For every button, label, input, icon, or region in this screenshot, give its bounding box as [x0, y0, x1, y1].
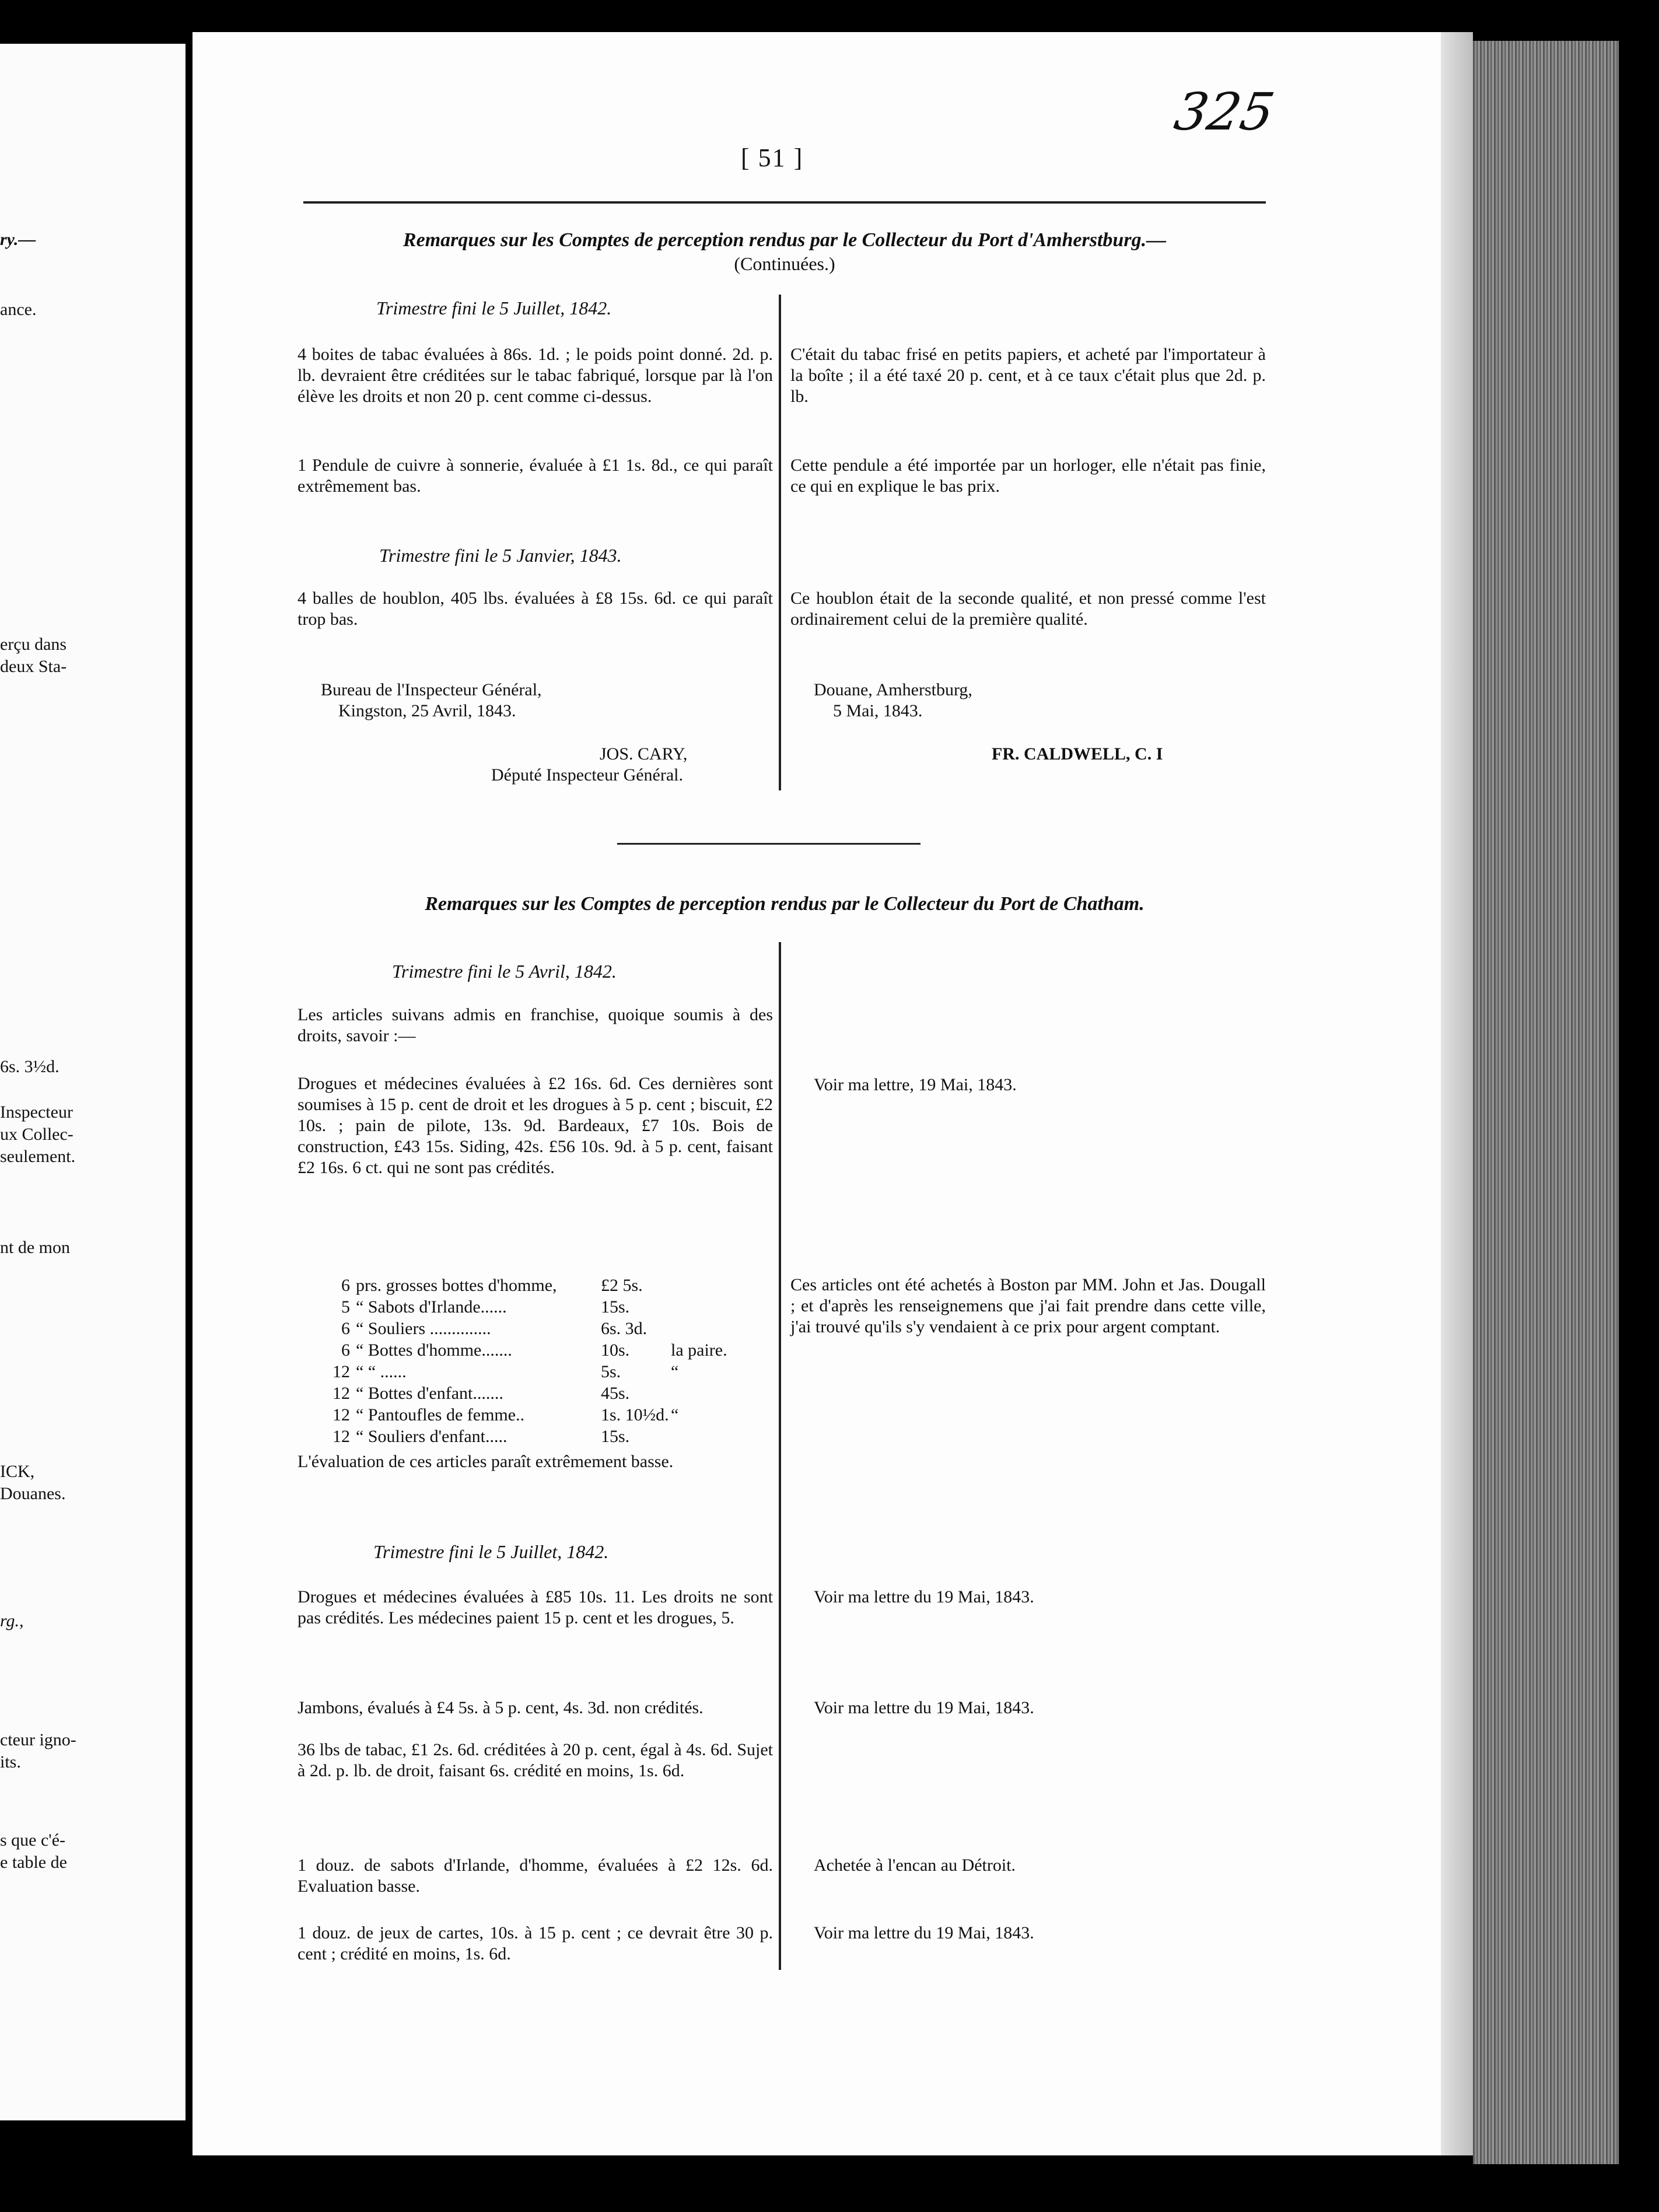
remark-left: Drogues et médecines évaluées à £85 10s. 11. Les droits ne sont pas crédités. Les médecines paient 15 p. cent et les drogues, 5.	[298, 1587, 773, 1628]
page-edge	[1441, 32, 1473, 2155]
remark-right: Cette pendule a été importée par un horloger, elle n'était pas finie, ce qui en explique le bas prix.	[790, 456, 1266, 496]
left-fragment: seulement.	[0, 1147, 76, 1166]
left-fragment: ICK,	[0, 1462, 35, 1481]
left-fragment: e table de	[0, 1853, 67, 1872]
quarter-heading: Trimestre fini le 5 Avril, 1842.	[392, 961, 617, 982]
douane-line: Douane, Amherstburg,	[814, 680, 972, 699]
left-fragment: erçu dans	[0, 635, 67, 654]
boots-conclusion: L'évaluation de ces articles paraît extrêmement basse.	[298, 1452, 674, 1471]
quarter-heading: Trimestre fini le 5 Juillet, 1842.	[376, 298, 612, 318]
column-divider	[779, 942, 781, 1970]
column-divider	[779, 295, 781, 790]
remark-left: Les articles suivans admis en franchise, quoique soumis à des droits, savoir :—	[298, 1005, 773, 1045]
boots-row: 6 prs. grosses bottes d'homme, £2 5s.	[341, 1276, 643, 1295]
left-fragment: rg.,	[0, 1611, 24, 1630]
section-divider	[617, 843, 921, 845]
remark-left: 4 boites de tabac évaluées à 86s. 1d. ; le poids point donné. 2d. p. lb. devraient être créditées sur le tabac fabriqué, lorsque par là l'on élève les droits et non 20 p. cent comme ci-dessus.	[298, 345, 773, 406]
signer-left-title: Député Inspecteur Général.	[491, 765, 684, 785]
header-rule	[303, 201, 1266, 204]
remark-left: Drogues et médecines évaluées à £2 16s. 6d. Ces dernières sont soumises à 15 p. cent de droit et les drogues à 5 p. cent ; biscuit, £2 10s. ; pain de pilote, 13s. 9d. Bardeaux, £7 10s. Bois de construction, £43 15s. Siding, 42s. £56 10s. 9d. à 5 p. cent, faisant £2 16s. 6 ct. qui ne sont pas crédités.	[298, 1074, 773, 1177]
bureau-date: Kingston, 25 Avril, 1843.	[338, 701, 516, 720]
remark-right: Achetée à l'encan au Détroit.	[814, 1856, 1016, 1875]
boots-row: 6 “ Souliers .............. 6s. 3d.	[341, 1319, 648, 1338]
quarter-heading: Trimestre fini le 5 Juillet, 1842.	[373, 1541, 609, 1562]
left-fragment: cteur igno-	[0, 1730, 76, 1749]
left-fragment: deux Sta-	[0, 657, 67, 676]
amherstburg-title: Remarques sur les Comptes de perception rendus par le Collecteur du Port d'Amherstburg.—	[402, 229, 1167, 251]
remark-right: Voir ma lettre du 19 Mai, 1843.	[814, 1923, 1034, 1943]
left-fragment: Douanes.	[0, 1484, 66, 1503]
remark-right: Ces articles ont été achetés à Boston par MM. John et Jas. Dougall ; et d'après les renseignemens que j'ai fait prendre dans cette ville, j'ai trouvé qu'ils s'y vendaient à ce prix pour argent comptant.	[790, 1275, 1266, 1336]
remark-right: Voir ma lettre du 19 Mai, 1843.	[814, 1698, 1034, 1717]
signer-left: JOS. CARY,	[600, 744, 688, 764]
boots-row: 12 “ “ ...... 5s. “	[332, 1362, 679, 1381]
boots-row: 12 “ Pantoufles de femme.. 1s. 10½d. “	[332, 1405, 679, 1424]
left-fragment: ance.	[0, 300, 37, 319]
remark-left: 36 lbs de tabac, £1 2s. 6d. créditées à 20 p. cent, égal à 4s. 6d. Sujet à 2d. p. lb. de droit, faisant 6s. crédité en moins, 1s. 6d.	[298, 1740, 773, 1780]
left-fragment: s que c'é-	[0, 1831, 66, 1850]
page-number: [ 51 ]	[741, 144, 804, 172]
remark-right: Voir ma lettre, 19 Mai, 1843.	[814, 1075, 1017, 1094]
signer-right: FR. CALDWELL, C. I	[992, 744, 1163, 764]
book-block-edge	[1473, 41, 1619, 2164]
left-fragment: ry.—	[0, 230, 36, 249]
remark-right: Voir ma lettre du 19 Mai, 1843.	[814, 1587, 1034, 1606]
douane-date: 5 Mai, 1843.	[833, 701, 923, 720]
boots-row: 12 “ Souliers d'enfant..... 15s.	[332, 1427, 630, 1446]
left-page	[0, 44, 186, 2120]
amherstburg-subtitle: (Continuées.)	[734, 253, 835, 274]
boots-row: 5 “ Sabots d'Irlande...... 15s.	[341, 1297, 630, 1317]
left-fragment: ux Collec-	[0, 1125, 74, 1144]
boots-list	[298, 1275, 773, 1447]
remark-left: 1 douz. de sabots d'Irlande, d'homme, évaluées à £2 12s. 6d. Evaluation basse.	[298, 1856, 773, 1896]
remark-right: C'était du tabac frisé en petits papiers, et acheté par l'importateur à la boîte ; il a été taxé 20 p. cent, et à ce taux c'était plus que 2d. p. lb.	[790, 345, 1266, 406]
quarter-heading: Trimestre fini le 5 Janvier, 1843.	[379, 545, 622, 566]
left-fragment: Inspecteur	[0, 1102, 73, 1122]
remark-left: 1 Pendule de cuivre à sonnerie, évaluée à £1 1s. 8d., ce qui paraît extrêmement bas.	[298, 456, 773, 496]
remark-left: 4 balles de houblon, 405 lbs. évaluées à £8 15s. 6d. ce qui paraît trop bas.	[298, 589, 773, 629]
left-fragment: 6s. 3½d.	[0, 1057, 60, 1076]
bureau-line: Bureau de l'Inspecteur Général,	[321, 680, 542, 699]
handwritten-folio: 325	[1170, 82, 1279, 142]
remark-right: Ce houblon était de la seconde qualité, et non pressé comme l'est ordinairement celui de la première qualité.	[790, 589, 1266, 629]
chatham-title: Remarques sur les Comptes de perception rendus par le Collecteur du Port de Chatham.	[425, 893, 1144, 915]
remark-left: Jambons, évalués à £4 5s. à 5 p. cent, 4s. 3d. non crédités.	[298, 1698, 704, 1717]
boots-row: 6 “ Bottes d'homme....... 10s. la paire.	[341, 1340, 727, 1360]
boots-row: 12 “ Bottes d'enfant....... 45s.	[332, 1384, 630, 1403]
left-fragment: its.	[0, 1752, 21, 1772]
remark-left: 1 douz. de jeux de cartes, 10s. à 15 p. cent ; ce devrait être 30 p. cent ; crédité en moins, 1s. 6d.	[298, 1923, 773, 1964]
left-fragment: nt de mon	[0, 1238, 70, 1257]
